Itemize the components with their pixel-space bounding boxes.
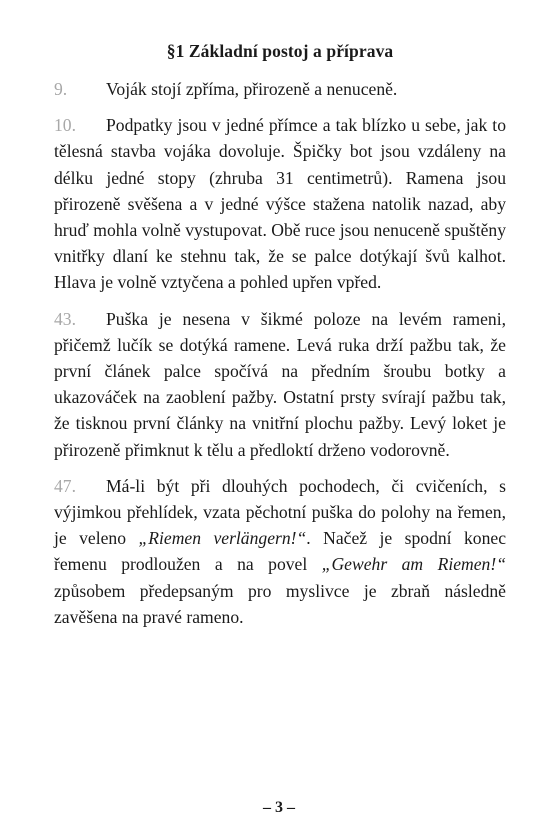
- paragraph-10: [54, 112, 506, 295]
- page-number: – 3 –: [263, 799, 295, 816]
- command-quote: „Riemen verlängern!“: [138, 528, 307, 549]
- document-page: [54, 40, 506, 640]
- section-heading: §1 Základní postoj a příprava: [166, 41, 394, 61]
- paragraph-text: Voják stojí zpříma, přirozeně a nenuceně.: [106, 79, 398, 99]
- paragraph-47: [54, 473, 506, 630]
- paragraph-43: [54, 306, 506, 463]
- paragraph-number: 10.: [54, 115, 76, 136]
- paragraph-text: způsobem předepsaným pro myslivce je zbraň následně zavěšena na pravé rameno.: [54, 580, 506, 627]
- paragraph-text: Puška je nesena v šikmé poloze na levém rameni, přičemž lučík se dotýká ramene. Levá ruka drží pažbu tak, že první článek palce spočívá na předním šroubu botky a ukazováček na zaoblení pažby. Ostatní prsty svírají pažbu tak, že tisknou první články na vnitřní plochu pažby. Levý loket je přirozeně přimknut k tělu a předloktí drženo vodorovně.: [54, 308, 506, 460]
- paragraph-number: 9.: [54, 79, 68, 99]
- paragraph-text: Má-li být při dlouhých pochodech, či cvičeních, s výjimkou přehlídek, vzata pěchotní puška do polohy na řemen, je veleno: [54, 475, 506, 549]
- command-quote: „Gewehr am Riemen!“: [321, 554, 506, 575]
- paragraph-number: 43.: [54, 308, 76, 329]
- paragraph-9: [54, 76, 506, 102]
- paragraph-text: . Načež je spodní konec řemenu prodloužen a na povel: [54, 528, 507, 575]
- paragraph-text: Podpatky jsou v jedné přímce a tak blízko u sebe, jak to tělesná stavba vojáka dovoluje. Špičky bot jsou vzdáleny na délku jedné stopy (zhruba 31 centimetrů). Ramena jsou přirozeně svěšena a v jedné výšce stažena natolik nazad, aby hruď mohla volně vystupovat. Obě ruce jsou nenuceně spuštěny vnitřky dlaní ke stehnu tak, že se palce dotýkají švů kalhot. Hlava je volně vztyčena a pohled upřen vpřed.: [54, 115, 506, 293]
- paragraph-number: 47.: [54, 475, 76, 496]
